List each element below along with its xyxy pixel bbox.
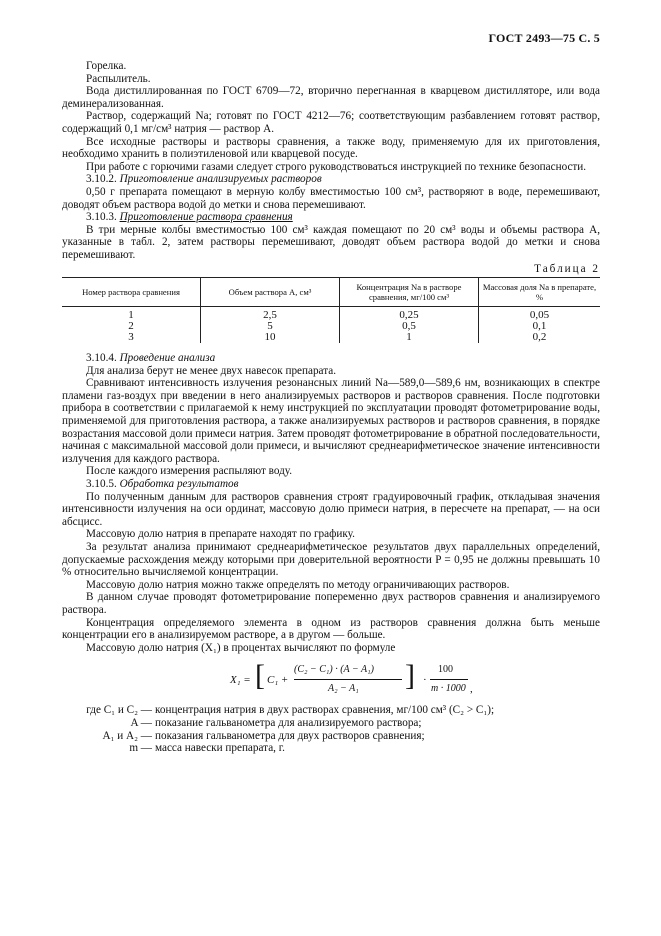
paragraph: Вода дистиллированная по ГОСТ 6709—72, вторично перегнанная в кварцевом дистилляторе, или вода деминерализованная. [62,85,600,110]
formula-denominator: A₂ − A₁ [328,683,359,695]
definition-row [62,717,600,730]
section-title: Приготовление анализируемых растворов [119,173,322,186]
formula-dot: · [423,674,427,687]
formula-bracket-left: [ [255,659,265,693]
section-number: 3.10.5. [86,478,117,491]
table-cell: 0,1 [479,321,601,332]
table-cell: 0,2 [479,332,601,343]
section-title: Обработка результатов [119,478,239,491]
table-cell: 10 [201,332,340,343]
table-row [62,307,600,322]
table-2 [62,277,600,343]
formula [62,658,600,702]
paragraph: Для анализа берут не менее двух навесок препарата. [86,364,337,377]
table-header-row [62,278,600,307]
definition-key: A — [130,716,152,729]
paragraph: После каждого измерения распыляют воду. [86,465,293,478]
paragraph: При работе с горючими газами следует строго руководствоваться инструкцией по технике безопасности. [86,160,587,173]
table-cell: 1 [128,309,134,322]
column-header: Объем раствора А, см³ [201,278,340,307]
section-number: 3.10.4. [86,352,117,365]
section-number: 3.10.3. [86,211,117,224]
paragraph: В данном случае проводят фотометрирование попеременно двух растворов сравнения и анализируемого раствора. [62,591,600,616]
fraction-bar [294,679,402,680]
table-row [62,321,600,332]
definition-text: масса навески препарата, г. [155,742,285,755]
paragraph: Сравнивают интенсивность излучения резонансных линий Na—589,0—589,6 нм, возникающих в спектре пламени газ-воздух при введении в него анализируемых растворов и растворов сравнения. После подготовки прибора в соответствии с прилагаемой к нему инструкцией по эксплуатации проводят фотометрирование воды, применяемой для приготовления раствора, а также анализируемых растворов и растворов сравнения, в порядке возрастания массовой доли примеси натрия. Затем проводят фотометрирование в обратной последовательности, начиная с максимальной массовой доли примеси, и вычисляют среднеарифметическое значение интенсивности излучения для каждого раствора. [62,377,600,465]
table-caption: Таблица 2 [534,262,600,275]
definition-key: m — [129,742,152,755]
paragraph: Распылитель. [86,72,151,85]
formula-term: C₁ + [267,674,289,687]
definition-text: показания гальванометра для двух растворов сравнения; [155,729,425,742]
formula-denominator-2: m · 1000 [431,683,466,695]
document-body [62,60,600,755]
section-heading-3105 [62,478,600,491]
paragraph: Массовую долю натрия можно также определять по методу ограничивающих растворов. [86,578,510,591]
column-header: Концентрация Na в растворе сравнения, мг/100 см³ [340,278,479,307]
paragraph: Массовую долю натрия (X₁) в процентах вычисляют по формуле [86,641,396,654]
paragraph: Раствор, содержащий Na; готовят по ГОСТ 4212—76; соответствующим разбавлением готовят раствор, содержащий 0,1 мг/см³ натрия — раствор А. [62,110,600,135]
formula-tail: , [470,683,473,696]
paragraph: В три мерные колбы вместимостью 100 см³ каждая помещают по 20 см³ воды и объемы раствора А, указанные в табл. 2, затем растворы перемешивают, доводят объем раствора водой до метки и снова перемешивают. [62,223,600,261]
paragraph: Все исходные растворы и растворы сравнения, а также воду, применяемую для их приготовления, необходимо хранить в полиэтиленовой или кварцевой посуде. [62,135,600,161]
table-cell: 0,05 [479,307,601,322]
formula-numerator: (C₂ − C₁) · (A − A₁) [294,664,374,676]
paragraph: За результат анализа принимают среднеарифметическое результатов двух параллельных определений, допускаемые расхождения между которыми при доверительной вероятности P = 0,95 не должны превышать 10 % относительно вычисляемой концентрации. [62,541,600,579]
formula-bracket-right: ] [405,659,415,693]
paragraph: Концентрация определяемого элемента в одном из растворов сравнения должна быть меньше концентрации его в анализируемом растворе, а в другом — больше. [62,616,600,642]
table-cell: 0,5 [340,321,479,332]
paragraph: 0,50 г препарата помещают в мерную колбу вместимостью 100 см³, растворяют в воде, перемешивают, доводят объем раствора водой до метки и снова перемешивают. [62,185,600,211]
section-number: 3.10.2. [86,173,117,186]
definitions-list [62,704,600,754]
section-heading-3104 [62,352,600,365]
definition-key: A₁ и A₂ — [102,729,152,742]
definition-row [62,704,600,717]
definition-key: где C₁ и C₂ — [86,704,152,717]
definition-row [62,730,600,743]
table-cell: 0,25 [340,307,479,322]
paragraph: По полученным данным для растворов сравнения строят градуировочный график, откладывая значения интенсивности излучения на оси ординат, массовую долю примеси натрия, в пересчете на препарат, — на оси абсцисс. [62,490,600,528]
paragraph: Массовую долю натрия в препарате находят по графику. [86,528,355,541]
section-title: Приготовление раствора сравнения [119,211,293,224]
section-title: Проведение анализа [119,352,216,365]
definition-row [62,742,600,755]
table-cell: 2,5 [201,307,340,322]
definition-text: показание гальванометра для анализируемого раствора; [155,716,422,729]
table-cell: 1 [340,332,479,343]
formula-lhs: X₁ = [230,674,251,687]
page-header: ГОСТ 2493—75 С. 5 [488,31,600,45]
table-cell: 3 [128,331,134,344]
paragraph: Горелка. [86,60,127,72]
definition-text: концентрация натрия в двух растворах сравнения, мг/100 см³ (C₂ > C₁); [155,704,495,717]
column-header: Массовая доля Na в препарате, % [479,278,601,307]
section-heading-3102 [62,173,600,186]
table-cell: 2 [128,320,134,333]
section-heading-3103 [62,211,600,224]
table-row [62,332,600,343]
column-header: Номер раствора сравнения [62,278,201,307]
fraction-bar-2 [430,679,468,680]
table-cell: 5 [201,321,340,332]
formula-numerator-2: 100 [438,664,453,676]
